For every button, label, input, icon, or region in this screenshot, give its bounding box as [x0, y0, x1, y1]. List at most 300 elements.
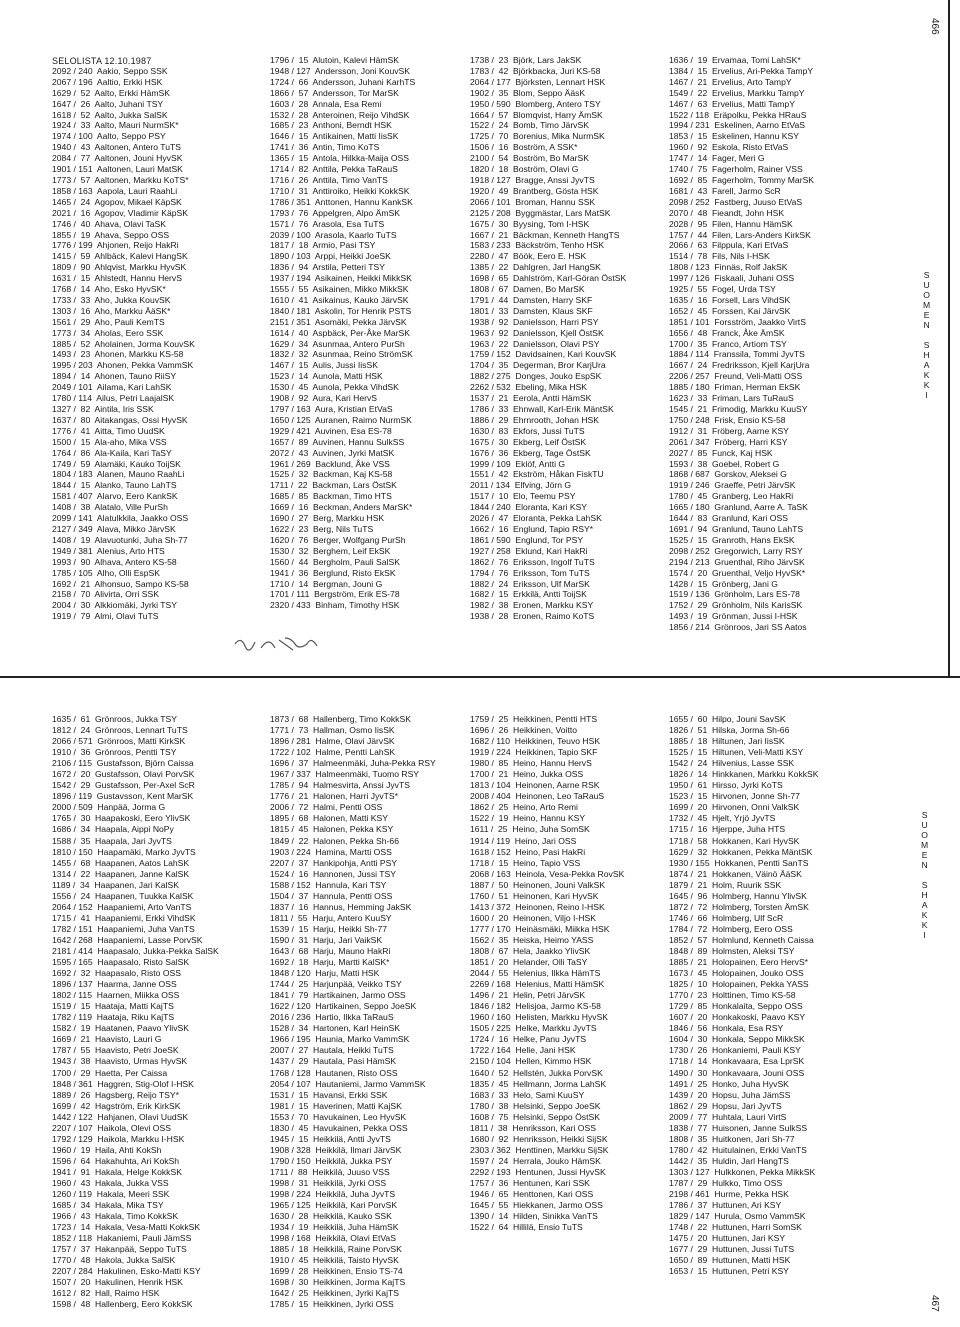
- player-entry: 2092 / 240 Aakio, Seppo SSK: [52, 65, 168, 76]
- player-entry: 1993 / 90 Alhava, Antero KS-58: [52, 556, 177, 567]
- player-entry: 1765 / 30 Haapakoski, Eero YlivSK: [52, 813, 191, 824]
- player-entry: 1675 / 30 Byysing, Tom I-HSK: [470, 218, 590, 229]
- player-entry: 1365 / 15 Antola, Hilkka-Maija OSS: [270, 153, 410, 164]
- player-entry: 1918 / 127 Bragge, Anssi JyvTS: [470, 174, 595, 185]
- player-entry: 1571 / 76 Arasola, Esa TuTS: [270, 218, 385, 229]
- player-entry: 1506 / 16 Boström, A SSK*: [470, 142, 578, 153]
- player-entry: 1561 / 29 Aho, Pauli KemTS: [52, 316, 165, 327]
- player-entry: 1861 / 590 Englund, Tor PSY: [470, 534, 584, 545]
- player-entry: 1532 / 28 Anteroinen, Reijo VihdSK: [270, 109, 410, 120]
- player-entry: 1835 / 45 Hellmann, Jorma LahSK: [470, 1078, 607, 1089]
- player-entry: 1685 / 34 Hakala, Mika TSY: [52, 1200, 164, 1211]
- player-entry: 1810 / 150 Haapamäki, Marko JyvTS: [52, 846, 196, 857]
- player-entry: 1836 / 94 Arstila, Petteri TSY: [270, 262, 385, 273]
- player-entry: 1950 / 590 Blomberg, Antero TSY: [470, 98, 601, 109]
- player-entry: 1815 / 45 Halonen, Pekka KSY: [270, 824, 394, 835]
- player-entry: 1786 / 33 Ehnwall, Karl-Erik MäntSK: [470, 404, 614, 414]
- player-entry: 1793 / 76 Appelgren, Alpo ÄmSK: [270, 207, 400, 218]
- player-entry: 2016 / 236 Hartio, Ilkka TaRauS: [270, 1012, 394, 1023]
- player-entry: 1811 / 55 Harju, Antero KuuSY: [270, 912, 392, 923]
- player-entry: 1650 / 89 Huttunen, Matti HSK: [669, 1255, 791, 1266]
- player-entry: 1545 / 21 Frimodig, Markku KuuSY: [669, 404, 808, 414]
- player-entry: 1620 / 76 Berger, Wolfgang PurSh: [270, 534, 406, 545]
- player-entry: 1965 / 125 Heikkilä, Kari PorvSK: [270, 1200, 398, 1211]
- player-entry: 1759 / 152 Davidsainen, Kari KouvSK: [470, 349, 617, 360]
- player-entry: 1777 / 170 Heinäsmäki, Miikka HSK: [470, 923, 610, 934]
- player-entry: 1711 / 88 Heikkilä, Juuso VSS: [270, 1166, 390, 1177]
- player-entry: 1588 / 35 Haapala, Jari JyvTS: [52, 835, 172, 846]
- player-entry: 1623 / 33 Friman, Lars TuRauS: [669, 393, 794, 404]
- player-entry: 1770 / 48 Hakola, Jukka SalSK: [52, 1255, 176, 1266]
- name-column-3: [470, 714, 624, 1233]
- player-entry: 1825 / 10 Holopainen, Pekka YASS: [669, 979, 809, 990]
- name-column-2: [270, 55, 415, 611]
- player-entry: 1715 / 41 Haapaniemi, Erkki VihdSK: [52, 912, 196, 923]
- player-entry: 1851 / 20 Helander, Olli TaSY: [470, 957, 588, 968]
- player-entry: 2158 / 70 Alivirta, Orri SSK: [52, 589, 159, 600]
- player-entry: 1408 / 19 Alavuotunki, Juha Sh-77: [52, 534, 188, 545]
- player-entry: 1797 / 163 Aura, Kristian EtVaS: [270, 404, 393, 414]
- player-entry: 2150 / 104 Hellen, Kimmo HSK: [470, 1056, 592, 1067]
- player-entry: 2198 / 461 Hurme, Pekka HSK: [669, 1189, 789, 1200]
- player-entry: 1467 / 21 Ervelius, Arto TampY: [669, 76, 792, 87]
- player-entry: 1768 / 128 Hautanen, Risto OSS: [270, 1067, 398, 1078]
- player-entry: 1724 / 16 Helke, Panu JyvTS: [470, 1034, 587, 1045]
- player-entry: 2100 / 54 Boström, Bo MarSK: [470, 153, 589, 164]
- player-entry: 1523 / 14 Aunola, Matti HSK: [270, 371, 383, 382]
- player-entry: 1966 / 195 Haunia, Marko VammSK: [270, 1034, 410, 1045]
- player-entry: 1704 / 35 Degerman, Bror KarjUra: [470, 360, 606, 371]
- player-entry: 1384 / 15 Ervelius, Ari-Pekka TampY: [669, 65, 814, 76]
- player-entry: 2207 / 284 Hakulinen, Esko-Matti KSY: [52, 1266, 201, 1277]
- player-entry: 1967 / 337 Halmeenmäki, Tuomo RSY: [270, 769, 420, 780]
- name-column-1: [52, 55, 195, 622]
- player-entry: 1607 / 20 Honkakoski, Paavo KSY: [669, 1012, 806, 1023]
- player-entry: 2066 / 101 Broman, Hannu SSK: [470, 196, 596, 207]
- player-entry: 1792 / 129 Haikola, Markku I-HSK: [52, 1133, 185, 1144]
- player-entry: 1826 / 14 Hinkkanen, Markku KokkSK: [669, 769, 819, 780]
- player-entry: 1685 / 23 Anthoni, Berndt HSK: [270, 120, 392, 131]
- player-entry: 1467 / 63 Ervelius, Matti TampY: [669, 98, 795, 109]
- player-entry: 2008 / 404 Heinonen, Leo TaRauS: [470, 791, 605, 802]
- player-entry: 1672 / 20 Gustafsson, Olavi PorvSK: [52, 769, 195, 780]
- player-entry: 1562 / 35 Heiska, Heimo YASS: [470, 934, 594, 945]
- player-entry: 1896 / 281 Halme, Olavi JärvSK: [270, 736, 395, 747]
- player-entry: 1746 / 66 Holmberg, Ulf ScR: [669, 912, 784, 923]
- player-entry: 1840 / 181 Askolin, Tor Henrik PSTS: [270, 305, 412, 316]
- player-entry: 1862 / 29 Hopsu, Jari JyvTS: [669, 1100, 782, 1111]
- player-entry: 2068 / 163 Heinola, Vesa-Pekka RovSK: [470, 868, 625, 879]
- player-entry: 1656 / 48 Franck, Åke ÄmSK: [669, 327, 785, 338]
- player-entry: 2125 / 208 Byggmästar, Lars MatSK: [470, 207, 611, 218]
- player-entry: 1852 / 118 Hakaniemi, Pauli JämSS: [52, 1233, 192, 1244]
- player-entry: 1998 / 224 Heikkilä, Juha JyvTS: [270, 1189, 396, 1200]
- magazine-side-title: SUOMEN SHAKKI: [921, 270, 932, 400]
- player-entry: 1385 / 22 Dahlgren, Jarl HangSK: [470, 262, 601, 273]
- player-entry: 1752 / 29 Grönholm, Nils KarisSK: [669, 600, 803, 611]
- player-entry: 1643 / 68 Harju, Mauno HakRi: [270, 945, 391, 956]
- player-entry: 1724 / 66 Andersson, Juhani KarhTS: [270, 76, 416, 87]
- player-entry: 1596 / 64 Hakahuhta, Ari KokSh: [52, 1155, 180, 1166]
- player-entry: 1826 / 51 Hilska, Jorma Sh-66: [669, 725, 790, 736]
- player-entry: 1949 / 381 Alenius, Arto HTS: [52, 545, 165, 556]
- player-entry: 1714 / 82 Anttila, Pekka TaRauS: [270, 164, 398, 175]
- player-entry: 1910 / 36 Grönroos, Pentti TSY: [52, 747, 177, 758]
- player-entry: 1635 / 61 Grönroos, Jukka TSY: [52, 714, 177, 724]
- player-entry: 1698 / 65 Dahlström, Karl-Göran ÖstSK: [470, 273, 627, 284]
- player-entry: 1612 / 82 Hall, Raimo HSK: [52, 1288, 160, 1299]
- player-entry: 2292 / 193 Hentunen, Jussi HyvSK: [470, 1166, 606, 1177]
- player-entry: 1507 / 20 Hakulinen, Henrik HSK: [52, 1277, 183, 1288]
- player-entry: 2026 / 47 Eloranta, Pekka LahSK: [470, 513, 602, 524]
- player-entry: 1491 / 25 Honko, Juha HyvSK: [669, 1078, 789, 1089]
- player-entry: 1475 / 20 Huttunen, Jari KSY: [669, 1233, 786, 1244]
- player-entry: 1937 / 194 Asikainen, Heikki MikkSK: [270, 273, 412, 284]
- player-entry: 1846 / 182 Helisjoa, Jarmo KS-58: [470, 1001, 601, 1012]
- player-entry: 1882 / 24 Eriksson, Ulf MarSK: [470, 578, 590, 589]
- player-entry: 1757 / 44 Filen, Lars-Anders KirkSK: [669, 229, 811, 240]
- player-entry: 1629 / 52 Aalto, Erkki HämSK: [52, 87, 170, 98]
- player-entry: 1912 / 31 Fröberg, Aarne KSY: [669, 425, 789, 436]
- player-entry: 1829 / 147 Hurula, Osmo VammSK: [669, 1211, 806, 1222]
- player-entry: 1700 / 29 Haetta, Per Caissa: [52, 1067, 168, 1078]
- player-entry: 1982 / 38 Eronen, Markku KSY: [470, 600, 594, 611]
- player-entry: 2021 / 16 Agopov, Vladimir KäpSK: [52, 207, 188, 218]
- player-entry: 1941 / 36 Berglund, Risto EkSK: [270, 567, 396, 578]
- player-entry: 2269 / 168 Helenius, Matti HämSK: [470, 979, 605, 990]
- player-entry: 1872 / 72 Holmberg, Torsten ÄmSK: [669, 901, 809, 912]
- player-entry: 1841 / 79 Hartikainen, Jarmo OSS: [270, 990, 406, 1001]
- player-entry: 1885 / 52 Aholainen, Jorma KouvSK: [52, 338, 195, 349]
- player-entry: 1782 / 119 Haataja, Riku KajTS: [52, 1012, 175, 1023]
- player-entry: 1966 / 43 Hakala, Timo KokkSK: [52, 1211, 179, 1222]
- player-entry: 1848 / 361 Haggren, Stig-Olof I-HSK: [52, 1078, 194, 1089]
- player-entry: 1665 / 180 Granlund, Aarre A. TaSK: [669, 502, 808, 513]
- player-entry: 1314 / 22 Haapanen, Janne KalSK: [52, 868, 190, 879]
- player-entry: 2303 / 362 Henttinen, Markku SijSK: [470, 1144, 609, 1155]
- player-entry: 1691 / 94 Granlund, Tauno LahTS: [669, 523, 804, 534]
- player-entry: 1874 / 21 Hokkanen, Väinö ÄäSK: [669, 868, 802, 879]
- player-entry: 1581 / 407 Alarvo, Eero KankSK: [52, 491, 178, 502]
- page-number: 467: [929, 1295, 940, 1312]
- player-entry: 1442 / 122 Hahjanen, Olavi UudSK: [52, 1111, 189, 1122]
- player-entry: 1500 / 15 Ala-aho, Mika VSS: [52, 436, 167, 447]
- player-entry: 1539 / 15 Harju, Heikki Sh-77: [270, 923, 388, 934]
- player-entry: 2127 / 349 Alava, Mikko JärvSK: [52, 523, 176, 534]
- player-entry: 2061 / 347 Fröberg, Harri KSY: [669, 436, 788, 447]
- player-entry: 1690 / 27 Berg, Markku HSK: [270, 513, 385, 524]
- player-entry: 1682 / 110 Heikkinen, Teuvo HSK: [470, 736, 601, 747]
- player-entry: 1681 / 43 Farell, Jarmo ScR: [669, 185, 781, 196]
- player-entry: 1530 / 32 Berghem, Leif EkSK: [270, 545, 391, 556]
- player-entry: 1650 / 125 Auranen, Raimo NurmSK: [270, 414, 412, 425]
- player-entry: 1846 / 56 Honkala, Esa RSY: [669, 1023, 784, 1034]
- player-entry: 1771 / 73 Hallman, Osmo IisSK: [270, 725, 395, 736]
- player-entry: 1848 / 89 Holmsten, Aleksi TSY: [669, 945, 795, 956]
- player-entry: 1692 / 21 Alhonsuo, Sampo KS-58: [52, 578, 189, 589]
- player-entry: 1677 / 29 Huttunen, Jussi TuTS: [669, 1244, 795, 1255]
- player-entry: 1794 / 76 Eriksson, Tom TuTS: [470, 567, 590, 578]
- player-entry: 1644 / 83 Granlund, Kari OSS: [669, 513, 788, 524]
- player-entry: 1773 / 34 Aholas, Eero SSK: [52, 327, 164, 338]
- player-entry: 1676 / 36 Ekberg, Tage ÖstSK: [470, 447, 591, 458]
- player-entry: 1802 / 115 Haarnen, Miikka OSS: [52, 990, 180, 1001]
- player-entry: 1597 / 24 Herrala, Jouko HämSK: [470, 1155, 601, 1166]
- player-entry: 1786 / 351 Anttonen, Hannu KankSK: [270, 196, 413, 207]
- player-entry: 1523 / 15 Hirvonen, Jonne Sh-77: [669, 791, 800, 802]
- player-entry: 1653 / 15 Huttunen, Petri KSY: [669, 1266, 789, 1277]
- player-entry: 1902 / 35 Blom, Seppo ÄäsK: [470, 87, 586, 98]
- player-entry: 1997 / 126 Fiskaali, Juhani OSS: [669, 273, 795, 284]
- player-entry: 1553 / 70 Havukainen, Leo HyvSK: [270, 1111, 407, 1122]
- player-entry: 1808 / 35 Huitkonen, Jari Sh-77: [669, 1133, 795, 1144]
- player-entry: 1960 / 92 Eskola, Risto EtVaS: [669, 142, 789, 153]
- player-entry: 1960 / 160 Helisten, Markku HyvSK: [470, 1012, 609, 1023]
- player-entry: 1699 / 28 Heikkinen, Ensio TS-74: [270, 1266, 403, 1277]
- player-entry: 1896 / 137 Haarma, Janne OSS: [52, 979, 177, 990]
- player-entry: 1519 / 136 Grönholm, Lars ES-78: [669, 589, 800, 600]
- player-entry: 1934 / 19 Heikkilä, Juha HämSK: [270, 1222, 399, 1233]
- player-entry: 1885 / 18 Hiltunen, Jari IisSK: [669, 736, 785, 747]
- player-entry: 1698 / 30 Heikkinen, Jorma KajTS: [270, 1277, 406, 1288]
- player-entry: 1604 / 30 Honkala, Seppo MikkSK: [669, 1034, 805, 1045]
- player-entry: 1455 / 68 Haapanen, Aatos LahSK: [52, 857, 190, 868]
- player-entry: 1750 / 248 Frisk, Ensio KS-58: [669, 414, 786, 425]
- player-entry: 2280 / 47 Böök, Eero E. HSK: [470, 251, 587, 262]
- player-entry: 1757 / 37 Hakanpää, Seppo TuTS: [52, 1244, 187, 1255]
- player-entry: 1413 / 372 Heinonen, Reino I-HSK: [470, 901, 605, 912]
- player-entry: 1882 / 275 Donges, Jouko EspSK: [470, 371, 602, 382]
- player-entry: 1919 / 79 Almi, Olavi TuTS: [52, 611, 159, 622]
- player-entry: 1537 / 21 Eerola, Antti HämSK: [470, 393, 592, 404]
- player-entry: 1718 / 14 Honkavaara, Esa LprSK: [669, 1056, 805, 1067]
- magazine-side-title: SUOMEN SHAKKI: [919, 810, 930, 940]
- player-entry: 1657 / 89 Auvinen, Hannu SulkSS: [270, 436, 405, 447]
- player-entry: 1640 / 52 Hellstén, Jukka PorvSK: [470, 1067, 603, 1078]
- player-entry: 1593 / 38 Goebel, Robert G: [669, 458, 780, 469]
- player-entry: 1920 / 49 Brantberg, Gösta HSK: [470, 185, 599, 196]
- player-entry: 1862 / 25 Heino, Arto Remi: [470, 802, 578, 813]
- name-column-2: [270, 714, 436, 1311]
- player-entry: 1748 / 22 Huttunen, Harri SomSK: [669, 1222, 802, 1233]
- player-entry: 1960 / 19 Haila, Ahti KokSh: [52, 1144, 162, 1155]
- player-entry: 1884 / 114 Franssila, Tommi JyvTS: [669, 349, 805, 360]
- player-entry: 2064 / 152 Haapaniemi, Arto VanTS: [52, 901, 192, 912]
- player-entry: 1700 / 35 Franco, Artiom TSY: [669, 338, 787, 349]
- player-entry: 1542 / 29 Gustafsson, Per-Axel ScR: [52, 780, 195, 791]
- player-entry: 1813 / 104 Heinonen, Aarne RSK: [470, 780, 600, 791]
- player-entry: 2006 / 72 Halmi, Pentti OSS: [270, 802, 383, 813]
- player-entry: 1785 / 15 Heikkinen, Jyrki OSS: [270, 1299, 394, 1310]
- player-entry: 1635 / 16 Forsell, Lars VihdSK: [669, 294, 791, 305]
- player-entry: 1914 / 119 Heino, Jari OSS: [470, 835, 577, 846]
- player-entry: 1669 / 21 Haavisto, Lauri G: [52, 1034, 162, 1045]
- name-column-1: [52, 714, 219, 1311]
- player-entry: 1808 / 67 Hela, Jaakko YlivSK: [470, 945, 591, 956]
- player-entry: 2028 / 95 Filen, Hannu HämSK: [669, 218, 793, 229]
- player-entry: 1856 / 214 Grönroos, Jari SS Aatos: [669, 622, 807, 633]
- player-entry: 1981 / 15 Haverinen, Matti KajSK: [270, 1100, 402, 1111]
- player-entry: 1556 / 24 Haapanen, Tuukka KalSK: [52, 890, 194, 901]
- player-entry: 1961 / 269 Backlund, Åke VSS: [270, 458, 390, 469]
- player-entry: 1780 / 114 Ailus, Petri LaajalSK: [52, 393, 175, 404]
- player-entry: 1692 / 18 Harju, Martti KalSK*: [270, 957, 390, 968]
- player-entry: 1838 / 77 Huisonen, Janne SulkSS: [669, 1122, 808, 1133]
- player-entry: 1768 / 14 Aho, Esko HyvSK*: [52, 284, 166, 295]
- player-entry: 1514 / 78 Fils, Nils I-HSK: [669, 251, 770, 262]
- player-entry: 2098 / 252 Fastberg, Juuso EtVaS: [669, 196, 803, 207]
- player-entry: 1820 / 18 Boström, Olavi G: [470, 164, 579, 175]
- player-entry: 1490 / 30 Honkavaara, Jouni OSS: [669, 1067, 805, 1078]
- player-entry: 1711 / 22 Backman, Lars ÖstSK: [270, 480, 397, 491]
- player-entry: 2194 / 213 Gruenthal, Riho JärvSK: [669, 556, 805, 567]
- player-entry: 1808 / 67 Damen, Bo MarSK: [470, 284, 585, 295]
- player-entry: 1618 / 52 Aalto, Jukka SalSK: [52, 109, 168, 120]
- player-entry: 1699 / 20 Hirvonen, Onni ValkSK: [669, 802, 800, 813]
- player-entry: 1630 / 28 Heikkilä, Kauko SSK: [270, 1211, 392, 1222]
- player-entry: 1791 / 44 Damsten, Harry SKF: [470, 294, 593, 305]
- player-entry: 1549 / 22 Ervelius, Markku TampY: [669, 87, 805, 98]
- player-entry: 1946 / 65 Henttonen, Kari OSS: [470, 1189, 594, 1200]
- player-entry: 1844 / 240 Eloranta, Kari KSY: [470, 502, 588, 513]
- player-entry: 1631 / 15 Ahlstedt, Hannu HervS: [52, 273, 182, 284]
- handwritten-signature: [227, 620, 337, 660]
- player-entry: 1759 / 25 Heikkinen, Pentti HTS: [470, 714, 598, 724]
- player-entry: 1675 / 30 Ekberg, Leif ÖstSK: [470, 436, 587, 447]
- player-entry: 1796 / 15 Alutoin, Kalevi HämSK: [270, 55, 399, 65]
- page-edge-line: [948, 0, 950, 676]
- player-entry: 1522 / 118 Eräpolku, Pekka HRauS: [669, 109, 807, 120]
- player-entry: 1801 / 33 Damsten, Klaus SKF: [470, 305, 593, 316]
- player-entry: 1873 / 68 Hallenberg, Timo KokkSK: [270, 714, 411, 724]
- player-entry: 1943 / 38 Haavisto, Urmas HyvSK: [52, 1056, 188, 1067]
- player-entry: 1655 / 60 Hilpo, Jouni SavSK: [669, 714, 786, 724]
- player-entry: 1528 / 34 Hartonen, Karl HeinSK: [270, 1023, 400, 1034]
- player-entry: 1260 / 119 Hakala, Meeri SSK: [52, 1189, 170, 1200]
- player-entry: 1710 / 31 Anttiroiko, Heikki KokkSK: [270, 185, 410, 196]
- player-entry: 1849 / 22 Halonen, Pekka Sh-66: [270, 835, 399, 846]
- player-entry: 1783 / 42 Björkbacka, Juri KS-58: [470, 65, 601, 76]
- player-entry: 1941 / 91 Hakala, Helge KokkSK: [52, 1166, 182, 1177]
- player-entry: 1611 / 25 Heino, Juha SomSK: [470, 824, 590, 835]
- player-entry: 1938 / 92 Danielsson, Harri PSY: [470, 316, 599, 327]
- player-entry: 1669 / 16 Beckman, Anders MarSK*: [270, 502, 413, 513]
- player-entry: 1948 / 127 Andersson, Joni KouvSK: [270, 65, 410, 76]
- player-entry: 1889 / 26 Hagsberg, Reijo TSY*: [52, 1089, 179, 1100]
- player-entry: 2007 / 27 Hautala, Heikki TuTS: [270, 1045, 394, 1056]
- player-entry: 1862 / 76 Eriksson, Ingolf TuTS: [470, 556, 595, 567]
- player-entry: 1925 / 55 Fogel, Urda TSY: [669, 284, 776, 295]
- player-entry: 1680 / 92 Henriksson, Heikki SijSK: [470, 1133, 608, 1144]
- player-entry: 1910 / 45 Heikkilä, Taisto HyvSK: [270, 1255, 399, 1266]
- player-entry: 1574 / 20 Gruenthal, Veljo HyvSK*: [669, 567, 806, 578]
- player-entry: 1718 / 58 Hokkanen, Kari HyvSK: [669, 835, 800, 846]
- player-entry: 1776 / 21 Halonen, Harri JyvTS*: [270, 791, 399, 802]
- name-column-4: [669, 55, 814, 633]
- player-entry: 1647 / 26 Aalto, Juhani TSY: [52, 98, 164, 109]
- player-entry: 1667 / 24 Fredriksson, Kjell KarjUra: [669, 360, 810, 371]
- player-entry: 2207 / 37 Hankipohja, Antti PSY: [270, 857, 398, 868]
- player-entry: 1785 / 105 Alho, Olli EspSK: [52, 567, 160, 578]
- player-entry: 1963 / 22 Danielsson, Olavi PSY: [470, 338, 600, 349]
- player-entry: 2027 / 85 Funck, Kaj HSK: [669, 447, 773, 458]
- player-entry: 1785 / 94 Halmesvirta, Anssi JyvTS: [270, 780, 410, 791]
- player-entry: 1522 / 64 Hillilä, Ensio TuTS: [470, 1222, 583, 1233]
- player-entry: 1700 / 21 Heino, Jukka OSS: [470, 769, 584, 780]
- player-entry: 1782 / 151 Haapaniemi, Juha VanTS: [52, 923, 195, 934]
- player-entry: 1715 / 16 Hjerppe, Juha HTS: [669, 824, 786, 835]
- page-divider: [0, 676, 960, 678]
- player-entry: 1812 / 24 Grönroos, Lennart TuTS: [52, 725, 188, 736]
- player-entry: 1723 / 14 Hakala, Vesa-Matti KokkSK: [52, 1222, 201, 1233]
- player-entry: 1938 / 28 Eronen, Raimo KoTS: [470, 611, 595, 622]
- player-entry: 1437 / 29 Hautala, Pasi HämSK: [270, 1056, 397, 1067]
- player-entry: 1770 / 23 Holttinen, Timo KS-58: [669, 990, 796, 1001]
- player-entry: 1738 / 23 Björk, Lars JakSK: [470, 55, 582, 65]
- player-entry: 1919 / 246 Graeffe, Petri JärvSK: [669, 480, 796, 491]
- player-entry: 2181 / 414 Haapasalo, Jukka-Pekka SalSK: [52, 945, 219, 956]
- player-entry: 1555 / 55 Asikainen, Mikko MikkSK: [270, 284, 409, 295]
- player-entry: 1645 / 55 Hiekkanen, Jarmo OSS: [470, 1200, 603, 1211]
- player-entry: 1784 / 72 Holmberg, Eero OSS: [669, 923, 793, 934]
- player-entry: 1855 / 19 Ahava, Seppo OSS: [52, 229, 170, 240]
- player-entry: 1780 / 38 Helsinki, Seppo JoeSK: [470, 1100, 601, 1111]
- player-entry: 1741 / 36 Antin, Timo KoTS: [270, 142, 380, 153]
- player-entry: 1603 / 28 Annala, Esa Remi: [270, 98, 382, 109]
- player-entry: 1642 / 268 Haapaniemi, Lasse PorvSK: [52, 934, 203, 945]
- player-entry: 1590 / 31 Harju, Jari VaikSK: [270, 934, 383, 945]
- player-entry: 1879 / 21 Holm, Ruurik SSK: [669, 879, 782, 890]
- player-entry: 1692 / 85 Fagerholm, Tommy MarSK: [669, 174, 815, 185]
- player-entry: 1542 / 24 Hilvenius, Lasse SSK: [669, 758, 795, 769]
- player-entry: 1504 / 37 Hannula, Pentti OSS: [270, 890, 393, 901]
- player-entry: 1722 / 164 Helle, Jani HSK: [470, 1045, 576, 1056]
- player-entry: 1885 / 21 Holopainen, Eero HervS*: [669, 957, 809, 968]
- player-entry: 1686 / 34 Haapala, Aippi NoPy: [52, 824, 174, 835]
- player-entry: 1844 / 15 Alanko, Tauno LahTS: [52, 480, 177, 491]
- player-entry: 1851 / 101 Forsström, Jaakko VirtS: [669, 316, 806, 327]
- player-entry: 1853 / 15 Eskelinen, Hannu KSY: [669, 131, 799, 142]
- player-entry: 1730 / 26 Honkaniemi, Pauli KSY: [669, 1045, 801, 1056]
- player-entry: 2009 / 77 Huhtala, Lauri VirtS: [669, 1111, 787, 1122]
- player-entry: 1998 / 31 Heikkilä, Jyrki OSS: [270, 1177, 387, 1188]
- player-entry: 1760 / 51 Heinonen, Kari HyvSK: [470, 890, 599, 901]
- player-entry: 2049 / 101 Ailama, Kari LahSK: [52, 382, 172, 393]
- player-entry: 1764 / 86 Ala-Kaila, Kari TaSY: [52, 447, 172, 458]
- player-entry: 1894 / 14 Ahonen, Tauno RiiSY: [52, 371, 177, 382]
- player-entry: 2044 / 55 Helenius, Ilkka HämTS: [470, 968, 601, 979]
- player-entry: 1908 / 92 Aura, Kari HervS: [270, 393, 378, 404]
- player-entry: 1618 / 152 Heino, Pasi HakRi: [470, 846, 586, 857]
- player-entry: 1885 / 180 Friman, Herman EkSK: [669, 382, 801, 393]
- player-entry: 1696 / 37 Halmeenmäki, Juha-Pekka RSY: [270, 758, 436, 769]
- player-entry: 1950 / 61 Hirsso, Jyrki KoTS: [669, 780, 783, 791]
- player-entry: 1710 / 14 Bergman, Jouni G: [270, 578, 383, 589]
- player-entry: 1895 / 68 Halonen, Matti KSY: [270, 813, 388, 824]
- player-entry: 1629 / 34 Asunmaa, Antero PurSh: [270, 338, 405, 349]
- player-entry: 1998 / 168 Heikkilä, Olavi EtVaS: [270, 1233, 396, 1244]
- player-entry: 1757 / 36 Hentunen, Kari SSK: [470, 1177, 590, 1188]
- player-entry: 2099 / 141 Alatulkkila, Jaakko OSS: [52, 513, 189, 524]
- player-entry: 1837 / 16 Hannus, Hemming JakSK: [270, 901, 412, 912]
- player-entry: 1517 / 10 Elo, Teemu PSY: [470, 491, 576, 502]
- player-entry: 1662 / 16 Englund, Tapio RSY*: [470, 523, 594, 534]
- player-entry: 1467 / 15 Aulis, Jussi IisSK: [270, 360, 378, 371]
- player-entry: 1522 / 24 Bomb, Timo JärvSK: [470, 120, 589, 131]
- player-entry: 2054 / 107 Hautaniemi, Jarmo VammSK: [270, 1078, 426, 1089]
- player-entry: 1189 / 34 Haapanen, Jari KalSK: [52, 879, 179, 890]
- player-entry: 2207 / 107 Haikola, Olevi OSS: [52, 1122, 171, 1133]
